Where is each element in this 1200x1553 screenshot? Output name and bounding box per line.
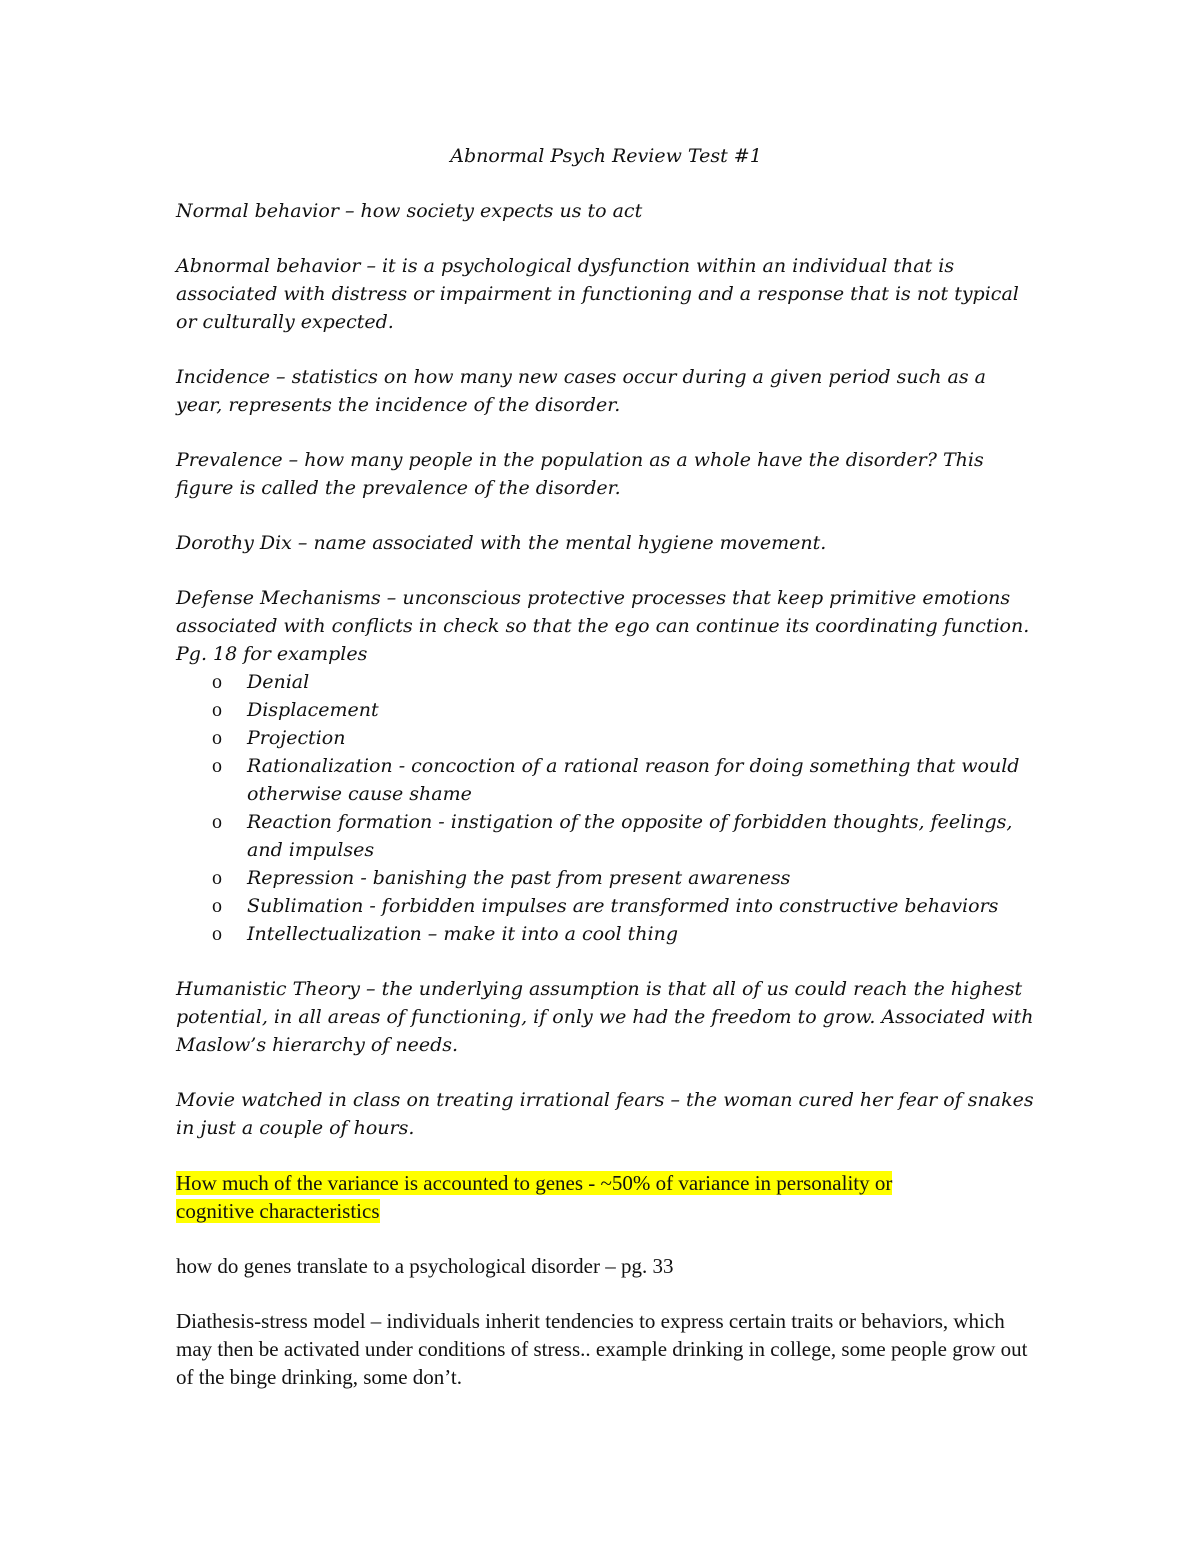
bullet-marker: o <box>212 811 222 833</box>
genes-translate-paragraph: how do genes translate to a psychological disorder – pg. 33 <box>176 1254 674 1278</box>
defense-mechanisms-list <box>176 668 1036 948</box>
abnormal-behavior-paragraph: Abnormal behavior – it is a psychological dysfunction within an individual that is associated with distress or impairment in functioning and a response that is not typical or culturally expected. <box>176 255 1019 333</box>
bullet-marker: o <box>212 755 222 777</box>
bullet-marker: o <box>212 671 222 693</box>
list-item <box>176 920 1036 948</box>
bullet-marker: o <box>212 895 222 917</box>
list-item <box>176 668 1036 696</box>
list-item-text: Reaction formation - instigation of the opposite of forbidden thoughts, feelings, and impulses <box>247 811 1013 861</box>
highlighted-text: cognitive characteristics <box>176 1199 380 1223</box>
normal-behavior-paragraph: Normal behavior – how society expects us to act <box>176 200 643 222</box>
variance-paragraph <box>176 1169 1036 1225</box>
bullet-marker: o <box>212 699 222 721</box>
document-body <box>176 142 1036 1418</box>
list-item-text: Displacement <box>247 699 379 721</box>
list-item <box>176 892 1036 920</box>
list-item-text: Denial <box>247 671 310 693</box>
movie-paragraph: Movie watched in class on treating irrational fears – the woman cured her fear of snakes in just a couple of hours. <box>176 1089 1034 1139</box>
defense-mechanisms-paragraph: Defense Mechanisms – unconscious protective processes that keep primitive emotions associated with conflicts in check so that the ego can continue its coordinating function. Pg. 18 for examples <box>176 587 1030 665</box>
incidence-paragraph: Incidence – statistics on how many new cases occur during a given period such as a year, represents the incidence of the disorder. <box>176 366 986 416</box>
document-title: Abnormal Psych Review Test #1 <box>450 145 762 167</box>
list-item <box>176 808 1036 864</box>
bullet-marker: o <box>212 867 222 889</box>
list-item <box>176 724 1036 752</box>
list-item <box>176 696 1036 724</box>
list-item-text: Projection <box>247 727 346 749</box>
list-item-text: Rationalization - concoction of a rational reason for doing something that would otherwise cause shame <box>247 755 1020 805</box>
list-item-text: Intellectualization – make it into a cool thing <box>247 923 678 945</box>
list-item-text: Repression - banishing the past from present awareness <box>247 867 791 889</box>
prevalence-paragraph: Prevalence – how many people in the population as a whole have the disorder? This figure is called the prevalence of the disorder. <box>176 449 984 499</box>
highlighted-text: How much of the variance is accounted to genes - ~50% of variance in personality or <box>176 1171 893 1195</box>
bullet-marker: o <box>212 923 222 945</box>
list-item <box>176 864 1036 892</box>
humanistic-theory-paragraph: Humanistic Theory – the underlying assumption is that all of us could reach the highest potential, in all areas of functioning, if only we had the freedom to grow. Associated with Maslow’s hierarchy of needs. <box>176 978 1034 1056</box>
diathesis-stress-paragraph: Diathesis-stress model – individuals inherit tendencies to express certain traits or behaviors, which may then be activated under conditions of stress.. example drinking in college, some people grow out of the binge drinking, some don’t. <box>176 1309 1028 1389</box>
list-item <box>176 752 1036 808</box>
bullet-marker: o <box>212 727 222 749</box>
list-item-text: Sublimation - forbidden impulses are transformed into constructive behaviors <box>247 895 999 917</box>
dorothy-dix-paragraph: Dorothy Dix – name associated with the mental hygiene movement. <box>176 532 827 554</box>
